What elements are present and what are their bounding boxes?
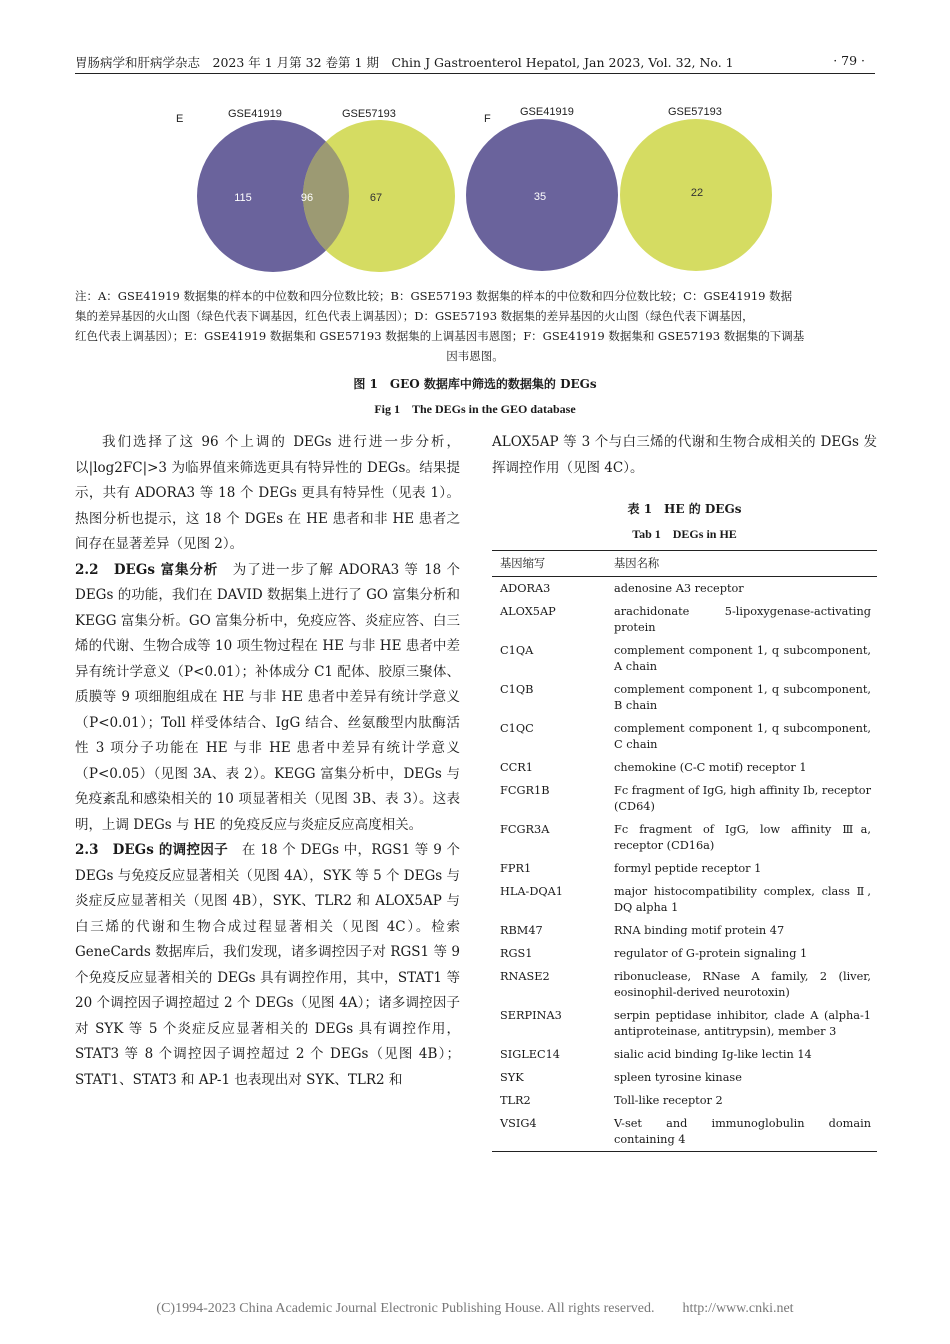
venn-e-only-a: 115 [234, 192, 252, 204]
note-line: 注：A：GSE41919 数据集的样本的中位数和四分位数比较；B：GSE57193 数据集的样本的中位数和四分位数比较；C：GSE41919 数据 [75, 289, 793, 303]
paragraph: 我们选择了这 96 个上调的 DEGs 进行进一步分析，以|log2FC|>3 为临界值来筛选更具有特异性的 DEGs。结果提示，共有 ADORA3 等 18 个 DEGs 更具有特异性（见表 1）。热图分析也提示，这 18 个 DGEs 在 HE 患者和非 HE 患者之间存在显著差异（见图 2）。 [75, 434, 460, 552]
gene-name: ribonuclease, RNase A family, 2 (liver, eosinophil-derived neurotoxin) [614, 970, 871, 999]
table-row [492, 880, 877, 919]
venn-diagram-e [175, 118, 475, 278]
table-row [492, 818, 877, 857]
journal-info: 胃肠病学和肝病学杂志 2023 年 1 月第 32 卷第 1 期 Chin J Gastroenterol Hepatol, Jan 2023, Vol. 32, No. 1 [75, 55, 734, 70]
table-row [492, 678, 877, 717]
right-column [492, 430, 877, 481]
gene-name: Fc fragment of IgG, low affinity Ⅲa, receptor (CD16a) [614, 823, 871, 852]
table-row [492, 965, 877, 1004]
section-body: 为了进一步了解 ADORA3 等 18 个 DEGs 的功能，我们在 DAVID 数据集上进行了 GO 富集分析和 KEGG 富集分析。GO 富集分析中，免疫应答、炎症应答、白三烯的代谢、生物合成等 10 项生物过程在 HE 与非 HE 患者中差异有统计学意义（P<0.01）；补体成分 C1 配体、胶原三聚体、质膜等 9 项细胞组成在 HE 与非 HE 患者中差异有统计学意义（P<0.01）；Toll 样受体结合、IgG 结合、丝氨酸型内肽酶活性 3 项分子功能在 HE 与非 HE 患者中差异有统计学意义（P<0.05）（见图 3A、表 2）。KEGG 富集分析中，DEGs 与免疫紊乱和感染相关的 10 项显著相关（见图 3B、表 3）。这表明，上调 DEGs 与 HE 的免疫反应与炎症反应高度相关。 [75, 561, 460, 833]
panel-e-set-a-label: GSE41919 [228, 108, 282, 120]
gene-name: serpin peptidase inhibitor, clade A (alpha-1 antiproteinase, antitrypsin), member 3 [614, 1009, 871, 1038]
gene-name: Fc fragment of IgG, high affinity Ib, receptor (CD64) [614, 784, 871, 813]
gene-abbr: FCGR3A [500, 823, 550, 836]
header-name: 基因名称 [606, 551, 877, 577]
gene-abbr: HLA-DQA1 [500, 885, 563, 898]
gene-abbr: ALOX5AP [500, 605, 556, 618]
panel-e-set-b-label: GSE57193 [342, 108, 396, 120]
table-row [492, 717, 877, 756]
venn-e-overlap-count: 96 [300, 192, 314, 204]
gene-abbr: C1QC [500, 722, 534, 735]
gene-abbr: CCR1 [500, 761, 533, 774]
gene-abbr: VSIG4 [500, 1117, 537, 1130]
section-heading: 2.3 DEGs 的调控因子 [75, 842, 229, 858]
gene-abbr: ADORA3 [500, 582, 551, 595]
gene-name: sialic acid binding Ig-like lectin 14 [614, 1048, 812, 1061]
gene-name: arachidonate 5-lipoxygenase-activating protein [614, 605, 871, 634]
gene-abbr: RBM47 [500, 924, 543, 937]
table-row [492, 1004, 877, 1043]
page-number: · 79 · [833, 53, 865, 68]
section-body: 在 18 个 DEGs 中，RGS1 等 9 个 DEGs 与免疫反应显著相关（见图 4A），SYK 等 5 个 DEGs 与炎症反应显著相关（见图 4B），SYK、TLR2 和 ALOX5AP 与白三烯的代谢和生物合成过程显著相关（见图 4C）。检索 GeneCards 数据库后，我们发现，诸多调控因子对 RGS1 等 9 个免疫反应显著相关的 DEGs 具有调控作用，其中，STAT1 等 20 个调控因子调控超过 2 个 DEGs（见图 4A）；诸多调控因子对 SYK 等 5 个炎症反应显著相关的 DEGs 具有调控作用，STAT3 等 8 个调控因子调控超过 2 个 DEGs（见图 4B）；STAT1、STAT3 和 AP-1 也表现出对 SYK、TLR2 和 [75, 842, 460, 1088]
table-row [492, 1066, 877, 1089]
gene-abbr: SIGLEC14 [500, 1048, 560, 1061]
gene-abbr: C1QA [500, 644, 534, 657]
gene-name: RNA binding motif protein 47 [614, 924, 785, 937]
copyright-footer: (C)1994-2023 China Academic Journal Electronic Publishing House. All rights reserved. http://www.cnki.net [156, 1301, 794, 1316]
note-line: 红色代表上调基因）；E：GSE41919 数据集和 GSE57193 数据集的上调基因韦恩图；F：GSE41919 数据集和 GSE57193 数据集的下调基 [75, 329, 805, 343]
gene-name: spleen tyrosine kinase [614, 1071, 742, 1084]
panel-f-set-b-label: GSE57193 [668, 106, 722, 118]
gene-abbr: FPR1 [500, 862, 532, 875]
table-row [492, 942, 877, 965]
table-row [492, 1043, 877, 1066]
figure-caption-cn: 图 1 GEO 数据库中筛选的数据集的 DEGs [353, 377, 597, 391]
gene-abbr: RGS1 [500, 947, 533, 960]
table-row [492, 600, 877, 639]
gene-name: chemokine (C-C motif) receptor 1 [614, 761, 807, 774]
running-header [75, 53, 875, 74]
table-row [492, 639, 877, 678]
gene-name: regulator of G-protein signaling 1 [614, 947, 808, 960]
figure-note [75, 286, 875, 366]
paragraph: ALOX5AP 等 3 个与白三烯的代谢和生物合成相关的 DEGs 发挥调控作用（见图 4C）。 [492, 434, 877, 476]
gene-abbr: FCGR1B [500, 784, 550, 797]
venn-f-only-a: 35 [533, 191, 547, 203]
gene-abbr: SERPINA3 [500, 1009, 562, 1022]
note-line: 因韦恩图。 [446, 349, 504, 363]
section-2-2 [75, 558, 460, 839]
gene-name: complement component 1, q subcomponent, B chain [614, 683, 871, 712]
table-row [492, 756, 877, 779]
gene-abbr: SYK [500, 1071, 524, 1084]
venn-e-only-b: 67 [369, 192, 383, 204]
panel-e-letter: E [176, 113, 184, 125]
note-line: 集的差异基因的火山图（绿色代表下调基因，红色代表上调基因）；D：GSE57193 数据集的差异基因的火山图（绿色代表下调基因， [75, 309, 754, 323]
table-row [492, 857, 877, 880]
gene-name: V-set and immunoglobulin domain containing 4 [614, 1117, 871, 1146]
table-row [492, 1089, 877, 1112]
table-row [492, 1112, 877, 1152]
figure-caption-en: Fig 1 The DEGs in the GEO database [374, 402, 576, 416]
panel-f-letter: F [484, 113, 491, 125]
gene-abbr: C1QB [500, 683, 534, 696]
gene-name: major histocompatibility complex, class Ⅱ, DQ alpha 1 [614, 885, 871, 914]
gene-name: complement component 1, q subcomponent, A chain [614, 644, 871, 673]
header-abbr: 基因缩写 [492, 551, 606, 577]
table-row [492, 779, 877, 818]
table-caption-en: Tab 1 DEGs in HE [632, 527, 737, 541]
panel-f-set-a-label: GSE41919 [520, 106, 574, 118]
gene-name: formyl peptide receptor 1 [614, 862, 762, 875]
section-2-3 [75, 838, 460, 1093]
gene-name: adenosine A3 receptor [614, 582, 744, 595]
deg-table [492, 550, 877, 1152]
table-header-row [492, 551, 877, 577]
gene-abbr: RNASE2 [500, 970, 550, 983]
section-heading: 2.2 DEGs 富集分析 [75, 561, 219, 578]
venn-f-only-b: 22 [690, 187, 704, 199]
gene-name: Toll-like receptor 2 [614, 1094, 723, 1107]
table-row [492, 577, 877, 601]
table-caption-cn: 表 1 HE 的 DEGs [627, 502, 742, 516]
gene-name: complement component 1, q subcomponent, C chain [614, 722, 871, 751]
gene-abbr: TLR2 [500, 1094, 531, 1107]
left-column [75, 430, 460, 1093]
table-row [492, 919, 877, 942]
venn-diagram-f [460, 118, 790, 278]
